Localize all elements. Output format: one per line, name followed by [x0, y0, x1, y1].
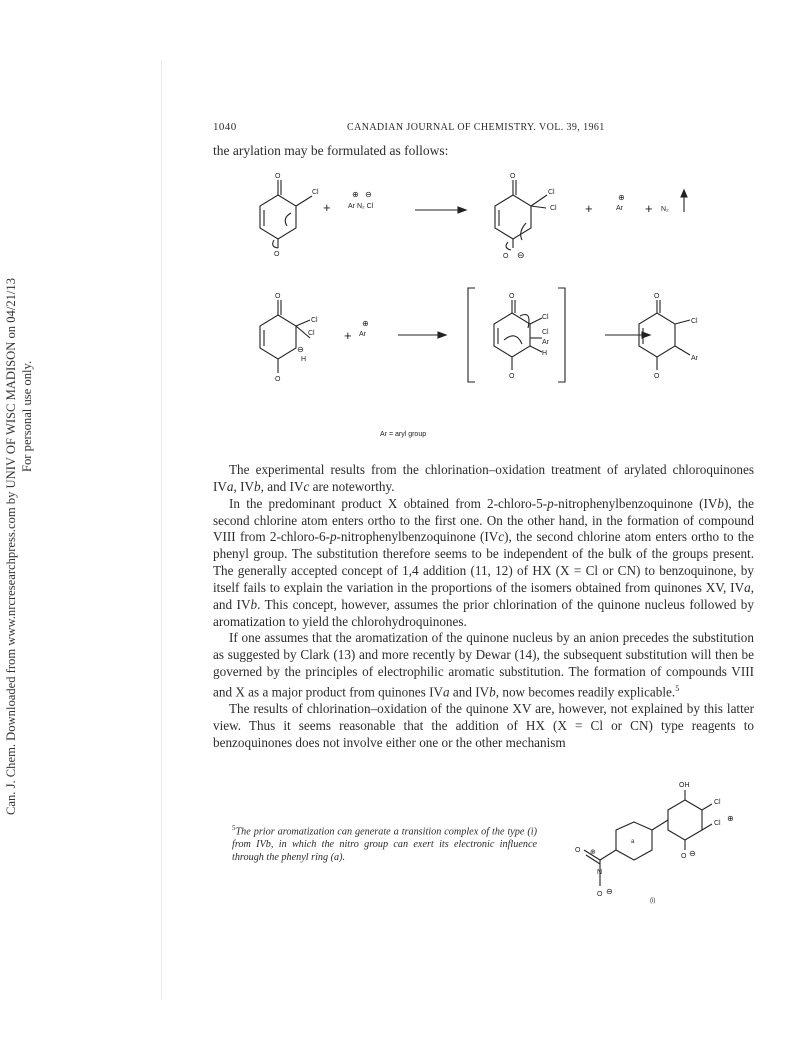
- body-text: [213, 462, 754, 752]
- charge-pos: ⊕: [727, 814, 734, 823]
- charge-neg: ⊖: [365, 190, 372, 199]
- label-o-minus: O: [274, 251, 280, 258]
- charge-neg: ⊖: [606, 887, 613, 896]
- label-n2: N₂: [661, 206, 669, 213]
- label-o: O: [575, 847, 581, 854]
- structure-i-drawing: [560, 778, 760, 906]
- label-n: N: [597, 869, 603, 876]
- label-oh: OH: [679, 782, 690, 789]
- quinone-ring-1: [260, 195, 296, 239]
- charge-neg: ⊖: [689, 849, 696, 858]
- label-cl: Cl: [308, 330, 315, 337]
- footnote-ref: 5: [675, 683, 680, 693]
- footnote: [232, 822, 537, 864]
- reagent-label: Ar N₂ Cl: [348, 203, 374, 210]
- charge-neg: ⊖: [517, 250, 525, 260]
- label-cl: Cl: [311, 317, 318, 324]
- plus-sign: +: [645, 201, 653, 216]
- label-cl: Cl: [312, 189, 319, 196]
- watermark-line-1: Can. J. Chem. Downloaded from www.nrcresearchpress.com by UNIV OF WISC MADISON on 04/21/13: [4, 277, 18, 815]
- paragraph: The experimental results from the chlorination–oxidation treatment of arylated chloroquinones IVa, IVb, and IVc are noteworthy.: [213, 462, 754, 494]
- charge-pos: ⊕: [362, 319, 369, 328]
- label-cl: Cl: [714, 799, 721, 806]
- label-o: O: [275, 173, 281, 180]
- journal-title: CANADIAN JOURNAL OF CHEMISTRY. VOL. 39, 1961: [347, 122, 605, 133]
- paragraph: The results of chlorination–oxidation of the quinone XV are, however, not explained by this latter view. Thus it seems reasonable that the addition of HX (X = Cl or CN) type reagents to benzoquinones does not involve either one or the other mechanism: [213, 701, 754, 750]
- label-ar: Ar: [542, 339, 549, 346]
- running-header: [213, 121, 613, 135]
- label-o: O: [681, 853, 687, 860]
- label-o: O: [275, 376, 281, 383]
- charge-pos: ⊕: [618, 193, 625, 202]
- label-cl: Cl: [691, 318, 698, 325]
- paragraph: In the predominant product X obtained from 2-chloro-5-p-nitrophenylbenzoquinone (IVb), the second chlorine atom enters ortho to the first one. On the other hand, in the formation of compound VIII from 2-chloro-6-p-nitrophenylbenzoquinone (IVc), the second chlorine atom enters ortho to the phenyl group. The substitution therefore seems to be independent of the bulk of the groups present. The generally accepted concept of 1,4 addition (11, 12) of HX (X = Cl or CN) to benzoquinone, by itself fails to explain the variation in the proportions of the isomers obtained from quinones XV, IVa, and IVb. This concept, however, assumes the prior chlorination of the quinone nucleus followed by aromatization to yield the chlorohydroquinones.: [213, 495, 754, 629]
- quinone-ring-3: [260, 315, 296, 359]
- label-o: O: [275, 293, 281, 300]
- paragraph: If one assumes that the aromatization of the quinone nucleus by an anion precedes the substitution as suggested by Clark (13) and more recently by Dewar (14), the subsequent substitution will then be governed by the principles of electrophilic aromatic substitution. The formation of compounds VIII and X as a major product from quinones IVa and IVb, now becomes readily explicable.$^5$: [213, 630, 754, 700]
- label-h: H: [542, 350, 548, 357]
- quinone-ring-4: [494, 313, 530, 357]
- label-cl: Cl: [548, 189, 555, 196]
- plus-sign: +: [344, 328, 352, 343]
- label-ar: Ar: [691, 355, 698, 362]
- plus-sign: +: [585, 201, 593, 216]
- phenol-ring: [668, 800, 702, 840]
- watermark-line-2: For personal use only.: [20, 360, 34, 472]
- label-h: H: [301, 356, 307, 363]
- label-o: O: [597, 891, 603, 898]
- plus-sign: +: [323, 200, 331, 215]
- page-number: 1040: [213, 121, 237, 133]
- label-o: O: [503, 253, 509, 260]
- label-ar: Ar: [359, 331, 366, 338]
- label-o: O: [654, 293, 660, 300]
- label-cl: Cl: [542, 329, 549, 336]
- structure-i: [560, 778, 760, 906]
- label-cl: Cl: [550, 205, 557, 212]
- charge-pos: ⊕: [590, 849, 596, 856]
- quinone-ring-2: [495, 195, 531, 239]
- reaction-scheme: [160, 160, 811, 440]
- reaction-scheme-drawing: [160, 160, 811, 440]
- label-cl: Cl: [542, 314, 549, 321]
- label-o: O: [509, 373, 515, 380]
- structure-caption: (i): [650, 898, 656, 904]
- aryl-group-note: Ar = aryl group: [380, 431, 427, 438]
- label-o: O: [654, 373, 660, 380]
- charge-neg: ⊖: [297, 345, 304, 354]
- download-watermark: [2, 240, 38, 820]
- label-o: O: [510, 173, 516, 180]
- label-o: O: [509, 293, 515, 300]
- footnote-mark: 5: [232, 824, 236, 832]
- intro-text: the arylation may be formulated as follows:: [213, 143, 449, 158]
- ring-label-a: a: [631, 839, 635, 845]
- charge-pos: ⊕: [352, 190, 359, 199]
- label-cl: Cl: [714, 820, 721, 827]
- footnote-text: The prior aromatization can generate a transition complex of the type (i) from IVb, in which the nitro group can exert its electronic influence through the phenyl ring (a).: [232, 826, 537, 863]
- label-ar: Ar: [616, 205, 623, 212]
